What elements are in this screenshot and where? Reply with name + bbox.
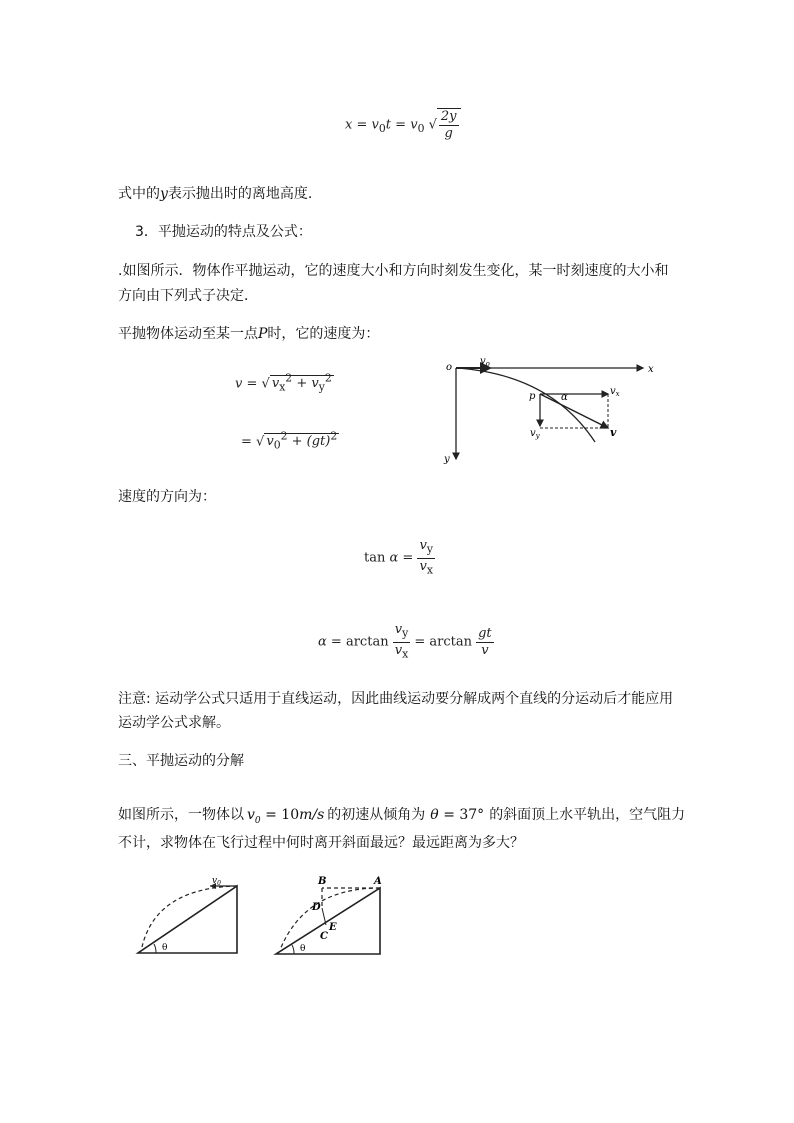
formula-tan-num: v — [419, 538, 427, 553]
formula-v1-b: v — [311, 376, 319, 392]
formula-alpha-fraction-1 — [393, 622, 410, 662]
note-line-2: 运动学公式求解。 — [118, 715, 230, 731]
formula-tan-den-sub: x — [426, 563, 433, 577]
formula-alpha-fn2: arctan — [429, 634, 472, 650]
fig1-label-x: x — [648, 364, 654, 375]
problem-v0-unit: m/s — [299, 807, 325, 823]
formula-v2-a-sub: 0 — [273, 438, 281, 452]
fig3-label-theta: θ — [300, 944, 306, 954]
formula-alpha-num2: gt — [478, 625, 492, 641]
formula-x-eq: = — [356, 117, 368, 133]
formula-x-den: g — [444, 126, 453, 141]
fig3-label-A: A — [374, 876, 382, 887]
problem-post: 的斜面顶上水平轨出，空气阻力 — [489, 807, 686, 823]
formula-x-coef-sub: 0 — [417, 122, 425, 136]
paragraph-2-pre: 平抛物体运动至某一点 — [118, 326, 258, 342]
formula-tan-alpha — [364, 538, 435, 578]
problem-mid: 的初速从倾角为 — [327, 807, 426, 823]
problem-theta-symbol: θ — [430, 807, 439, 823]
formula-alpha-num: v — [394, 622, 403, 637]
formula-v2-a: v — [266, 434, 274, 450]
formula-v2-a-sup: 2 — [280, 430, 288, 443]
fig1-label-v0-main: v — [480, 356, 486, 367]
fig3-label-B: B — [318, 876, 327, 887]
formula-alpha-fraction-2 — [476, 626, 494, 659]
formula-v2-plus: + — [291, 434, 303, 450]
formula-alpha-eq: = — [330, 634, 342, 650]
formula-x-lhs: x — [345, 117, 353, 133]
fig1-label-vy-main: v — [530, 428, 536, 439]
paragraph-2-post: 时，它的速度为： — [267, 326, 380, 342]
fig1-label-o: o — [446, 362, 453, 373]
formula-tan-fraction — [417, 538, 434, 578]
fig1-label-p: p — [529, 391, 536, 402]
text-y-meaning-pre: 式中的 — [118, 186, 160, 202]
formula-alpha-den-sub: x — [402, 647, 409, 661]
formula-v2-eq: = — [241, 434, 252, 450]
formula-v1-plus: + — [296, 376, 308, 392]
fig1-label-y: y — [444, 454, 450, 465]
figure-incline-points — [270, 872, 388, 960]
figure-incline-launch — [132, 874, 244, 960]
formula-alpha-eq2: = — [414, 634, 426, 650]
formula-speed-1: v = √ $v_x^2 + v_y^2$ — [235, 372, 332, 394]
formula-x-fraction — [437, 108, 461, 142]
heading-section-three: 三、平抛运动的分解 — [118, 753, 244, 769]
fig3-angle-arc — [292, 945, 294, 954]
problem-v0-sub: 0 — [254, 815, 261, 826]
fig1-label-vy-sub: y — [535, 432, 540, 440]
paragraph-2-var: P — [258, 326, 268, 342]
fig3-label-E: E — [329, 922, 337, 933]
text-y-meaning — [118, 181, 312, 207]
formula-v2-b-sup: 2 — [330, 430, 338, 443]
formula-horizontal-displacement — [345, 108, 461, 142]
fig3-triangle — [276, 888, 380, 954]
formula-v1-a-sub: x — [279, 380, 286, 394]
problem-pre: 如图所示，一物体以 — [118, 807, 244, 823]
formula-v2-b: (gt) — [306, 434, 331, 450]
fig1-label-vx-sub: x — [615, 390, 620, 398]
formula-alpha-fn1: arctan — [345, 634, 389, 650]
formula-x-sqrt: √ $\frac{2y}{g}$ — [429, 108, 461, 142]
formula-tan-den: v — [419, 558, 427, 574]
formula-alpha-den2: v — [481, 642, 489, 658]
formula-v1-lhs: v — [235, 376, 243, 392]
fig1-label-vx — [610, 386, 620, 398]
fig1-trajectory — [456, 368, 595, 442]
formula-tan-fn: tan — [364, 550, 386, 566]
paragraph-1-line-2: 方向由下列式子决定． — [118, 288, 258, 304]
text-y-var: y — [160, 186, 168, 202]
formula-tan-var: α — [389, 550, 399, 566]
formula-v1-a: v — [271, 376, 280, 392]
fig2-label-v0-sub: 0 — [217, 880, 221, 887]
formula-speed-2: = √ $v_0^2 + (gt)^2$ — [241, 430, 338, 452]
figure-projectile-velocity — [440, 352, 660, 467]
direction-label: 速度的方向为： — [118, 489, 216, 505]
fig2-angle-arc — [154, 944, 156, 953]
fig1-label-v0 — [480, 356, 490, 368]
formula-alpha-den: v — [394, 642, 403, 658]
problem-v0 — [247, 807, 325, 826]
fig2-label-v0-main: v — [212, 876, 218, 886]
fig1-v-arrow — [540, 394, 608, 428]
formula-v1-eq: = — [246, 376, 258, 392]
formula-x-eq2: = — [395, 117, 407, 133]
paragraph-2 — [118, 321, 379, 347]
formula-tan-num-sub: y — [426, 542, 433, 556]
formula-x-t: t — [385, 117, 392, 133]
problem-v0-eq: = 10 — [265, 807, 300, 823]
fig1-label-vy — [530, 428, 541, 440]
problem-theta-val: = 37° — [443, 807, 485, 823]
text-y-meaning-post: 表示抛出时的离地高度. — [167, 186, 313, 202]
fig1-label-v0-sub: o — [485, 360, 490, 368]
formula-tan-eq: = — [402, 550, 414, 566]
note-line-1: 注意: 运动学公式只适用于直线运动，因此曲线运动要分解成两个直线的分运动后才能应用 — [118, 691, 674, 707]
fig2-label-v0 — [212, 876, 221, 887]
problem-v0-main: v — [247, 807, 255, 823]
problem-line-2: 不计，求物体在飞行过程中何时离开斜面最远？最远距离为多大？ — [118, 835, 524, 851]
section-3-heading: 3．平抛运动的特点及公式： — [135, 224, 312, 240]
formula-v1-b-sub: y — [318, 380, 325, 394]
formula-x-v: v — [371, 117, 379, 133]
fig1-label-vx-main: v — [610, 386, 616, 397]
formula-v2-radicand — [264, 430, 339, 452]
fig3-line-DE — [322, 908, 326, 925]
paragraph-1-line-1: .如图所示．物体作平抛运动，它的速度大小和方向时刻发生变化，某一时刻速度的大小和 — [118, 263, 669, 279]
formula-x-num: 2y — [440, 109, 457, 124]
formula-alpha — [318, 622, 494, 662]
problem-theta — [430, 807, 484, 823]
formula-x-v-sub: 0 — [378, 122, 386, 136]
fig2-triangle — [138, 886, 237, 953]
fig1-label-alpha: α — [561, 392, 568, 403]
formula-x-coef: v — [410, 117, 418, 133]
formula-alpha-num-sub: y — [402, 626, 409, 640]
formula-v1-a-sup: 2 — [285, 372, 293, 385]
fig2-label-theta: θ — [162, 943, 168, 953]
fig3-label-C: C — [320, 931, 328, 942]
fig1-label-v: v — [610, 426, 617, 439]
formula-alpha-lhs: α — [318, 634, 327, 650]
fig3-label-D: D — [312, 902, 321, 913]
formula-v1-b-sup: 2 — [324, 372, 332, 385]
